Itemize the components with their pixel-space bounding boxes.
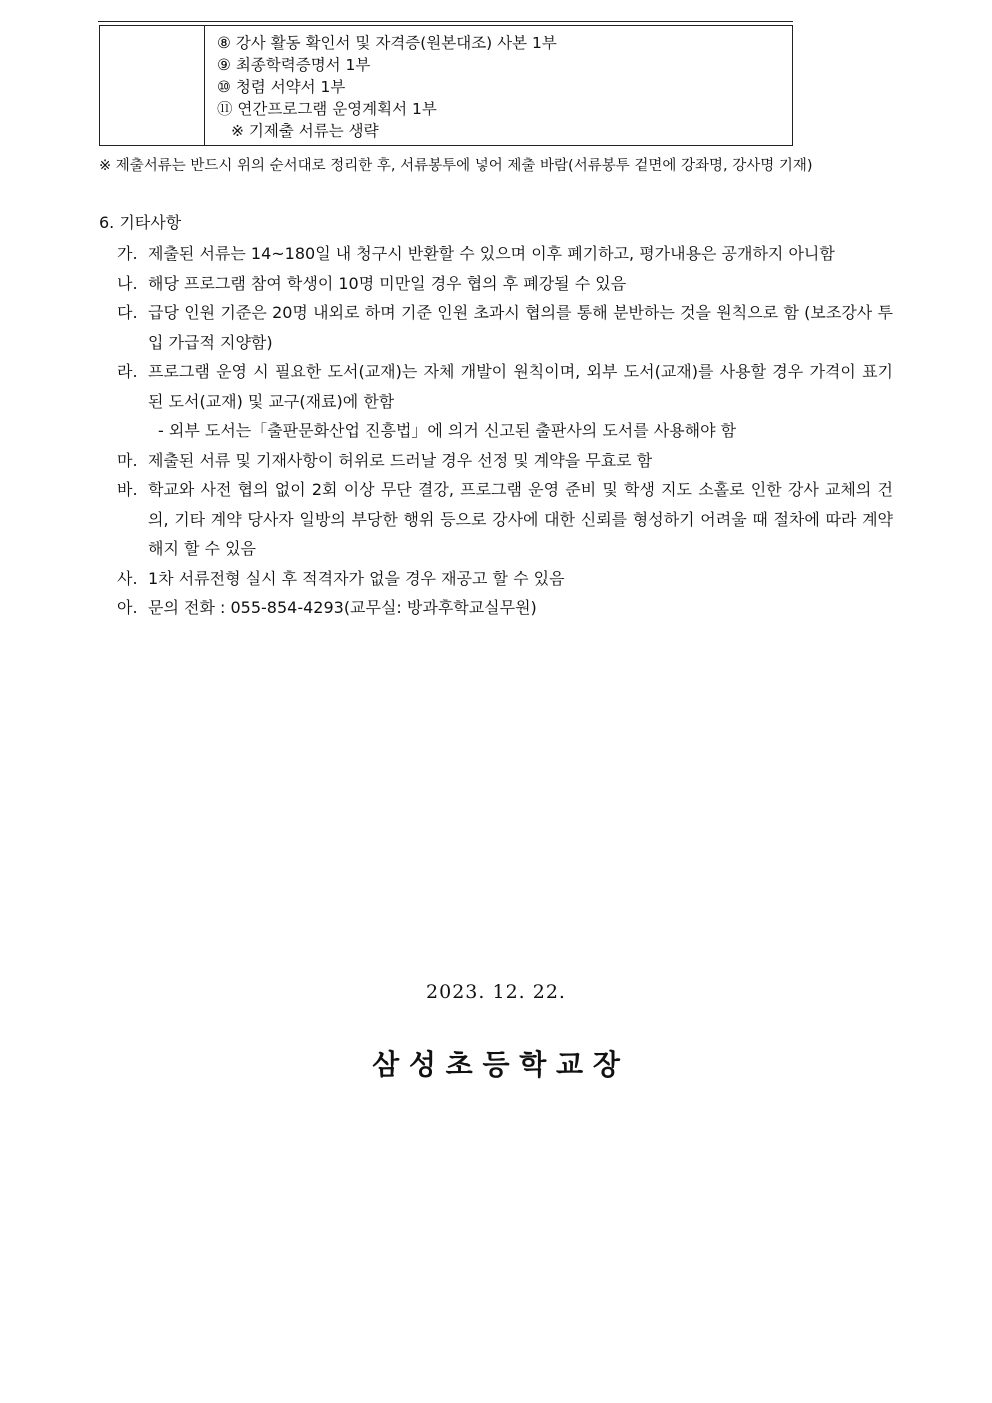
item-marker: 마. [117, 450, 138, 470]
item-marker: 가. [117, 244, 138, 263]
document-item: ⑩ 청렴 서약서 1부 [217, 78, 346, 96]
item-marker: 라. [117, 362, 138, 381]
list-item [117, 269, 893, 299]
submission-note: ※ 제출서류는 반드시 위의 순서대로 정리한 후, 서류봉투에 넣어 제출 바람(서류봉투 겉면에 강좌명, 강사명 기재) [99, 158, 813, 174]
top-rule [98, 21, 793, 22]
signer-title: 삼 성 초 등 학 교 장 [372, 1048, 620, 1081]
item-marker: 나. [117, 273, 138, 293]
document-item: ⑧ 강사 활동 확인서 및 자격증(원본대조) 사본 1부 [217, 34, 557, 52]
item-text: 해당 프로그램 참여 학생이 10명 미만일 경우 협의 후 폐강될 수 있음 [148, 273, 627, 293]
list-item [117, 357, 893, 446]
section-items [117, 239, 893, 623]
item-text: 급당 인원 기준은 20명 내외로 하며 기준 인원 초과시 협의를 통해 분반하는 것을 원칙으로 함 (보조강사 투입 가급적 지양함) [148, 303, 893, 352]
item-text: 제출된 서류는 14~180일 내 청구시 반환할 수 있으며 이후 폐기하고, 평가내용은 공개하지 아니함 [148, 244, 835, 263]
item-subnote: - 외부 도서는「출판문화산업 진흥법」에 의거 신고된 출판사의 도서를 사용해야 함 [158, 421, 737, 440]
documents-list-cell [205, 26, 792, 145]
item-marker: 바. [117, 480, 138, 499]
document-note: ※ 기제출 서류는 생략 [231, 122, 379, 140]
documents-table [99, 25, 793, 146]
section-title: 6. 기타사항 [99, 213, 182, 232]
documents-table-label-cell [100, 26, 205, 145]
list-item [117, 446, 893, 476]
item-marker: 아. [117, 598, 138, 617]
item-marker: 사. [117, 568, 138, 588]
item-text: 프로그램 운영 시 필요한 도서(교재)는 자체 개발이 원칙이며, 외부 도서(교재)를 사용할 경우 가격이 표기된 도서(교재) 및 교구(재료)에 한함 [148, 362, 893, 411]
document-item: ⑨ 최종학력증명서 1부 [217, 56, 371, 74]
list-item [117, 564, 893, 594]
item-text: 학교와 사전 협의 없이 2회 이상 무단 결강, 프로그램 운영 준비 및 학생 지도 소홀로 인한 강사 교체의 건의, 기타 계약 당사자 일방의 부당한 행위 등으로 강사에 대한 신뢰를 형성하기 어려울 때 절차에 따라 계약 해지 할 수 있음 [148, 480, 893, 558]
item-text: 1차 서류전형 실시 후 적격자가 없을 경우 재공고 할 수 있음 [148, 568, 565, 588]
item-text: 문의 전화 : 055-854-4293(교무실: 방과후학교실무원) [148, 598, 537, 617]
list-item [117, 239, 893, 269]
list-item [117, 593, 893, 623]
item-text: 제출된 서류 및 기재사항이 허위로 드러날 경우 선정 및 계약을 무효로 함 [148, 450, 653, 470]
document-date: 2023. 12. 22. [426, 981, 566, 1003]
document-item: ⑪ 연간프로그램 운영계획서 1부 [217, 100, 437, 118]
list-item [117, 298, 893, 357]
item-marker: 다. [117, 303, 138, 322]
list-item [117, 475, 893, 564]
